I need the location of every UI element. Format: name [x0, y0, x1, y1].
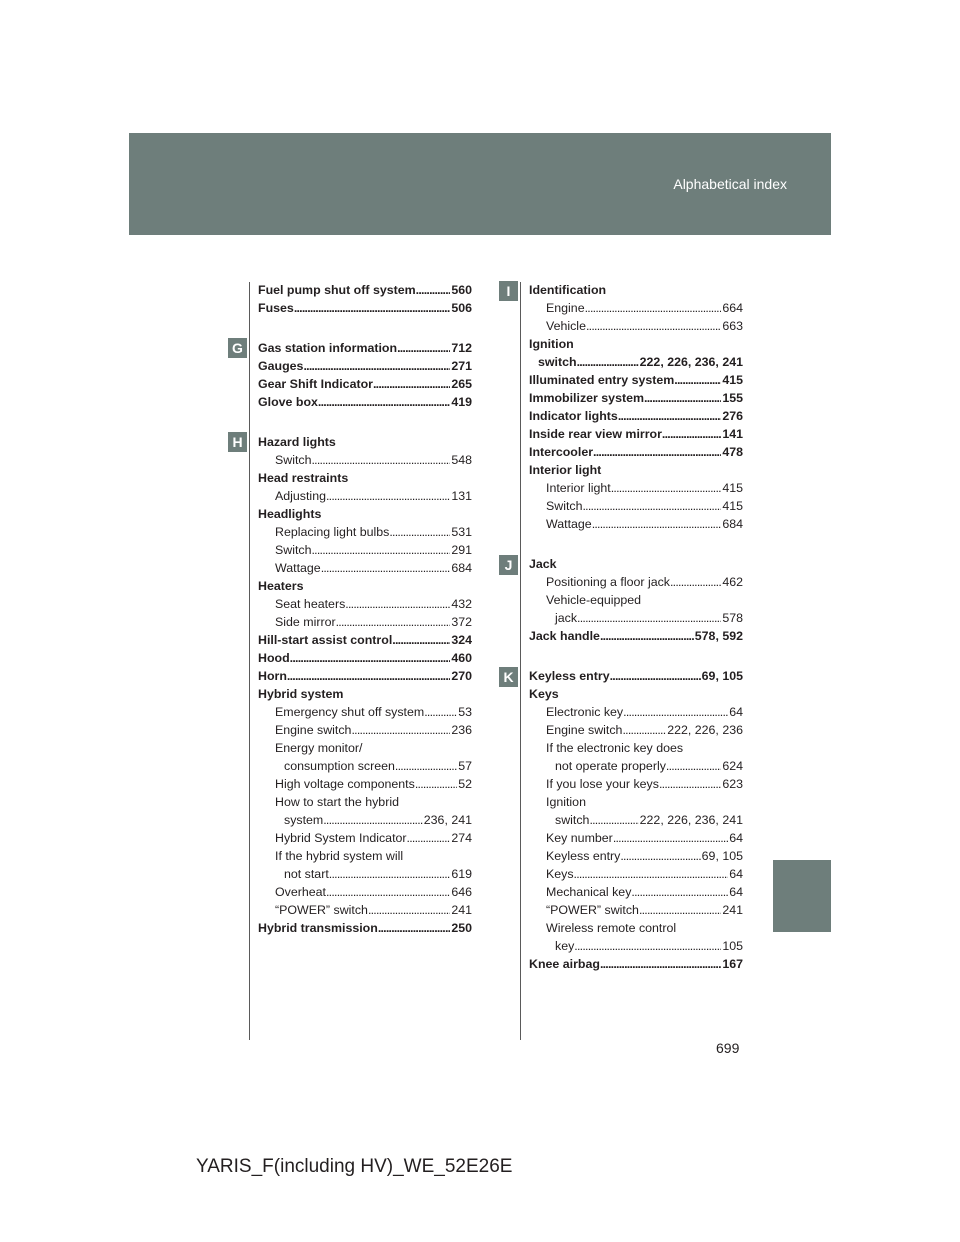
index-subentry-text: If the hybrid system will — [275, 849, 404, 863]
index-entry[interactable]: switch . . . 222, 226, 236, 241 — [529, 353, 743, 371]
index-heading: Head restraints — [258, 471, 349, 485]
footer-document-id: YARIS_F(including HV)_WE_52E26E — [196, 1156, 513, 1177]
index-subentry-text: How to start the hybrid — [275, 795, 399, 809]
index-heading: Jack — [529, 557, 557, 571]
section-letter-g: G — [228, 338, 247, 358]
index-subentry[interactable]: key . . . 105 — [529, 937, 743, 955]
index-subentry[interactable]: not operate properly . . . 624 — [529, 757, 743, 775]
index-subentry[interactable]: Wattage . . . 684 — [529, 515, 743, 533]
index-subentry[interactable]: Switch . . . 548 — [258, 451, 472, 469]
index-entry[interactable]: Indicator lights . . . 276 — [529, 407, 743, 425]
index-subentry[interactable]: High voltage components . . . 52 — [258, 775, 472, 793]
section-letter-i: I — [499, 281, 518, 301]
index-subentry[interactable]: Switch . . . 291 — [258, 541, 472, 559]
index-subentry[interactable]: Electronic key . . . 64 — [529, 703, 743, 721]
index-entry[interactable]: Gas station information . . . 712 — [258, 339, 472, 357]
index-subentry[interactable]: Switch . . . 415 — [529, 497, 743, 515]
index-subentry-text: Energy monitor/ — [275, 741, 363, 755]
index-subentry-text: Ignition — [546, 795, 586, 809]
index-subentry[interactable]: Key number . . . 64 — [529, 829, 743, 847]
index-subentry[interactable]: Side mirror . . . 372 — [258, 613, 472, 631]
section-letter-j: J — [499, 555, 518, 575]
index-entry[interactable]: Gear Shift Indicator . . . 265 — [258, 375, 472, 393]
left-column-rule — [249, 282, 250, 1040]
index-subentry[interactable]: Engine . . . 664 — [529, 299, 743, 317]
index-entry[interactable]: Intercooler . . . 478 — [529, 443, 743, 461]
index-subentry[interactable]: consumption screen . . . 57 — [258, 757, 472, 775]
index-entry[interactable]: Keyless entry . . . 69, 105 — [529, 667, 743, 685]
header-title: Alphabetical index — [673, 176, 787, 192]
section-letter-k: K — [499, 667, 518, 687]
index-subentry[interactable]: Seat heaters . . . 432 — [258, 595, 472, 613]
index-subentry[interactable]: If you lose your keys . . . 623 — [529, 775, 743, 793]
index-entry[interactable]: Fuses . . . 506 — [258, 299, 472, 317]
page-number: 699 — [716, 1040, 740, 1056]
index-subentry[interactable]: Replacing light bulbs . . . 531 — [258, 523, 472, 541]
index-entry[interactable]: Hybrid transmission . . . 250 — [258, 919, 472, 937]
index-subentry[interactable]: Mechanical key . . . 64 — [529, 883, 743, 901]
index-subentry[interactable]: Keys . . . 64 — [529, 865, 743, 883]
index-subentry-text: If the electronic key does — [546, 741, 684, 755]
index-entry[interactable]: Knee airbag . . . 167 — [529, 955, 743, 973]
index-column-left — [258, 281, 472, 937]
index-entry[interactable]: Gauges . . . 271 — [258, 357, 472, 375]
page-header — [129, 133, 831, 235]
index-entry[interactable]: Illuminated entry system . . . 415 — [529, 371, 743, 389]
index-subentry[interactable]: jack . . . 578 — [529, 609, 743, 627]
index-heading: Headlights — [258, 507, 322, 521]
index-subentry[interactable]: Adjusting . . . 131 — [258, 487, 472, 505]
index-subentry[interactable]: switch . . . 222, 226, 236, 241 — [529, 811, 743, 829]
index-subentry[interactable]: Vehicle . . . 663 — [529, 317, 743, 335]
right-column-rule — [520, 282, 521, 1040]
index-entry[interactable]: Fuel pump shut off system . . . 560 — [258, 281, 472, 299]
index-entry[interactable]: Jack handle . . . 578, 592 — [529, 627, 743, 645]
index-subentry[interactable]: Keyless entry . . . 69, 105 — [529, 847, 743, 865]
index-subentry[interactable]: Hybrid System Indicator . . . 274 — [258, 829, 472, 847]
index-subentry[interactable]: Engine switch . . . 222, 226, 236 — [529, 721, 743, 739]
index-subentry[interactable]: “POWER” switch . . . 241 — [258, 901, 472, 919]
index-heading: Heaters — [258, 579, 304, 593]
index-subentry[interactable]: Wattage . . . 684 — [258, 559, 472, 577]
index-entry[interactable]: Hill-start assist control . . . 324 — [258, 631, 472, 649]
index-subentry[interactable]: Interior light . . . 415 — [529, 479, 743, 497]
index-heading: Identification — [529, 283, 607, 297]
chapter-side-tab — [773, 860, 831, 932]
index-subentry-text: Vehicle-equipped — [546, 593, 642, 607]
index-heading: Ignition — [529, 337, 574, 351]
index-subentry[interactable]: Overheat . . . 646 — [258, 883, 472, 901]
index-entry[interactable]: Glove box . . . 419 — [258, 393, 472, 411]
index-entry[interactable]: Horn . . . 270 — [258, 667, 472, 685]
index-subentry[interactable]: system . . . 236, 241 — [258, 811, 472, 829]
index-subentry[interactable]: not start . . . 619 — [258, 865, 472, 883]
index-entry[interactable]: Hood . . . 460 — [258, 649, 472, 667]
index-heading: Keys — [529, 687, 559, 701]
section-letter-h: H — [228, 432, 247, 452]
index-entry[interactable]: Immobilizer system . . . 155 — [529, 389, 743, 407]
index-heading: Interior light — [529, 463, 602, 477]
index-subentry[interactable]: Positioning a floor jack . . . 462 — [529, 573, 743, 591]
index-heading: Hybrid system — [258, 687, 344, 701]
index-heading: Hazard lights — [258, 435, 336, 449]
index-subentry[interactable]: Emergency shut off system . . . 53 — [258, 703, 472, 721]
index-subentry-text: Wireless remote control — [546, 921, 677, 935]
index-subentry[interactable]: Engine switch . . . 236 — [258, 721, 472, 739]
index-entry[interactable]: Inside rear view mirror . . . 141 — [529, 425, 743, 443]
index-subentry[interactable]: “POWER” switch . . . 241 — [529, 901, 743, 919]
index-column-right — [529, 281, 743, 973]
